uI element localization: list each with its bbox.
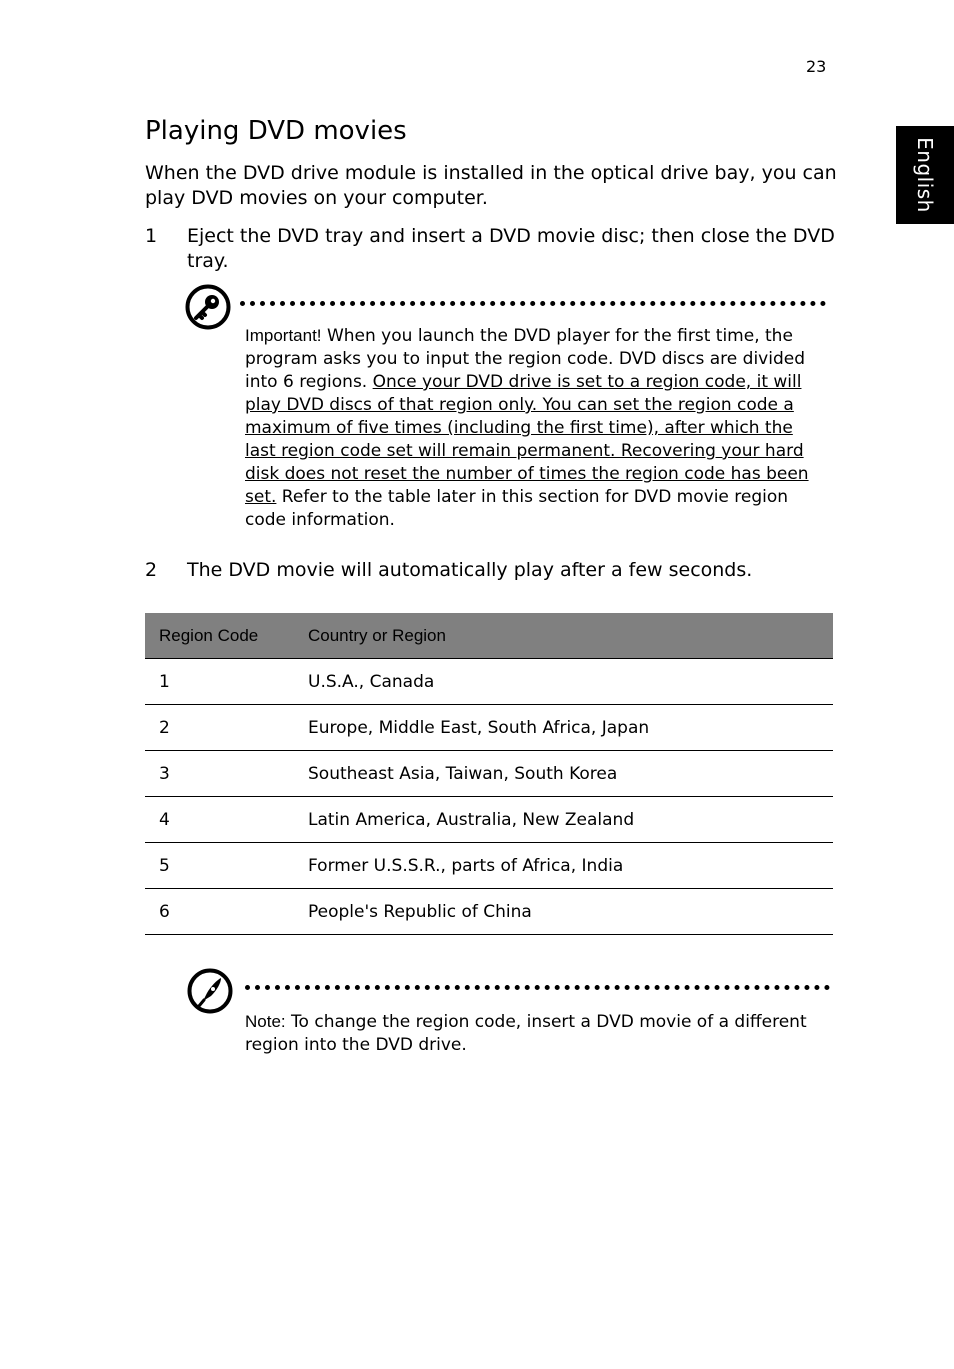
region-code-table bbox=[145, 613, 833, 935]
region-code-cell: 4 bbox=[145, 797, 294, 843]
important-text bbox=[245, 324, 820, 532]
table-row bbox=[145, 705, 833, 751]
important-text-before: When you launch the DVD player for the first time, the program asks you to input the region code. DVD discs are divided into 6 regions. bbox=[245, 326, 805, 392]
note-divider bbox=[245, 985, 830, 990]
country-cell: Europe, Middle East, South Africa, Japan bbox=[294, 705, 833, 751]
table-row bbox=[145, 659, 833, 705]
note-label: Note: bbox=[245, 1012, 286, 1031]
important-text-after: Refer to the table later in this section for DVD movie region code information. bbox=[245, 487, 789, 530]
pen-icon bbox=[187, 968, 233, 1014]
table-row bbox=[145, 797, 833, 843]
region-code-cell: 5 bbox=[145, 843, 294, 889]
important-divider bbox=[240, 301, 826, 306]
step-2 bbox=[145, 558, 835, 583]
step-text: The DVD movie will automatically play after a few seconds. bbox=[187, 559, 753, 581]
column-header-region-code: Region Code bbox=[145, 613, 294, 659]
section-title: Playing DVD movies bbox=[145, 116, 407, 146]
country-cell: Southeast Asia, Taiwan, South Korea bbox=[294, 751, 833, 797]
region-code-cell: 6 bbox=[145, 889, 294, 935]
page-number: 23 bbox=[806, 57, 827, 76]
language-tab-label: English bbox=[913, 137, 937, 213]
step-1 bbox=[145, 224, 835, 274]
step-number: 1 bbox=[145, 225, 158, 247]
table-row bbox=[145, 843, 833, 889]
country-cell: People's Republic of China bbox=[294, 889, 833, 935]
country-cell: Former U.S.S.R., parts of Africa, India bbox=[294, 843, 833, 889]
table-row bbox=[145, 889, 833, 935]
step-text: Eject the DVD tray and insert a DVD movie disc; then close the DVD tray. bbox=[187, 225, 835, 272]
table-header-row bbox=[145, 613, 833, 659]
column-header-country: Country or Region bbox=[294, 613, 833, 659]
country-cell: Latin America, Australia, New Zealand bbox=[294, 797, 833, 843]
region-code-cell: 1 bbox=[145, 659, 294, 705]
language-tab bbox=[896, 126, 954, 224]
important-text-underlined: Once your DVD drive is set to a region code, it will play DVD discs of that region only. You can set the region code a maximum of five times (including the first time), after which the last region code set will remain permanent. Recovering your hard disk does not reset the number of times the region code has been set. bbox=[245, 372, 809, 507]
note-text bbox=[245, 1010, 820, 1057]
country-cell: U.S.A., Canada bbox=[294, 659, 833, 705]
intro-paragraph: When the DVD drive module is installed in the optical drive bay, you can play DVD movies on your computer. bbox=[145, 162, 837, 209]
key-icon bbox=[185, 284, 231, 330]
step-number: 2 bbox=[145, 559, 158, 581]
region-code-cell: 3 bbox=[145, 751, 294, 797]
region-code-cell: 2 bbox=[145, 705, 294, 751]
important-label: Important! bbox=[245, 326, 322, 345]
note-body: To change the region code, insert a DVD movie of a different region into the DVD drive. bbox=[245, 1012, 807, 1055]
table-row bbox=[145, 751, 833, 797]
